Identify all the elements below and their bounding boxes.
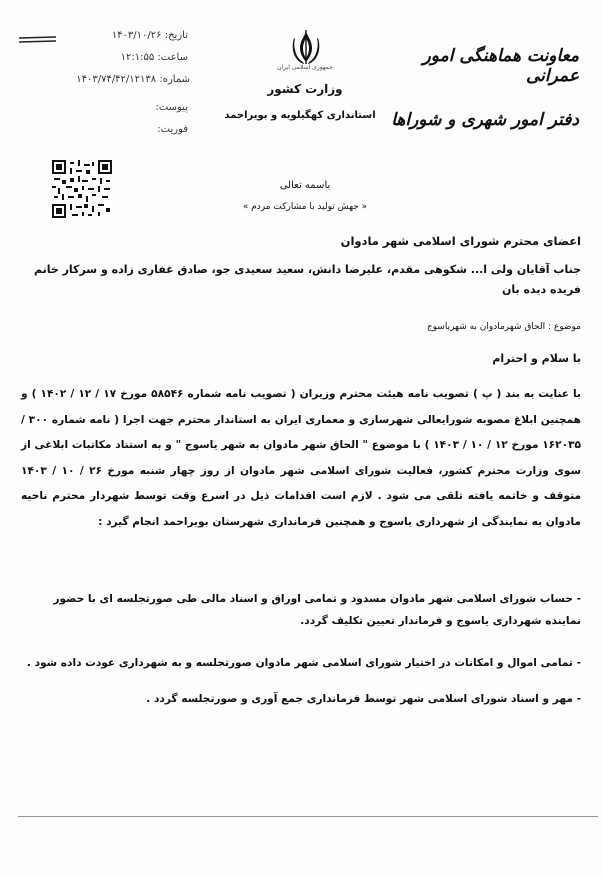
iran-emblem-icon [286,28,326,68]
recipient-names: جناب آقایان ولی ا... شکوهی مقدم، علیرضا دانش، سعید سعیدی جو، صادق غفاری زاده و سرکار خانم فریده دیده بان [33,263,581,296]
main-paragraph: با عنایت به بند ( پ ) تصویب نامه هیئت محترم وزیران ( تصویب نامه شماره ۵۸۵۴۶ مورخ ۱۷ / ۱۲ / ۱۴۰۲ ) و همچنین ابلاغ مصوبه شورایعالی شهرسازی و معماری ایران به استاندار محترم جهت اجرا ( نامه شماره ۳۰۰ / ۱۶۲۰۳۵ مورخ ۱۲ / ۱۰ / ۱۴۰۳ ) با موضوع " الحاق شهر مادوان به شهر یاسوج " و به استناد مکاتبات ابلاغی از سوی وزارت محترم کشور، فعالیت شورای اسلامی شهر مادوان از روز چهار شنبه مورخ ۲۶ / ۱۰ / ۱۴۰۳ متوقف و خاتمه یافته تلقی می شود . لازم است اقدامات ذیل در اسرع وقت توسط شهردار محترم ناحیه مادوان به نمایندگی از شهرداری یاسوج و همچنین فرمانداری شهرستان بویراحمد انجام گیرد : [21,388,582,528]
number-value: ۱۴۰۳/۷۴/۴۲/۱۲۱۳۸ [76,74,157,85]
date-row [88,30,188,41]
slogan: « جهش تولید با مشارکت مردم » [242,202,368,212]
footer-divider [18,816,598,817]
date-value: ۱۴۰۳/۱۰/۲۶ [111,30,162,41]
attachment-label: پیوست: [155,102,188,113]
department-heading-1: معاونت هماهنگی امور عمرانی [422,46,579,86]
urgency-row [88,124,188,135]
ministry-title: وزارت کشور [267,82,343,96]
recipient-line: اعضای محترم شورای اسلامی شهر مادوان [340,234,581,248]
time-row [88,52,188,63]
greeting: با سلام و احترام [492,352,581,365]
governorate-title: استانداری کهگیلویه و بویراحمد [224,110,376,121]
invocation: باسمه تعالی [279,180,331,191]
time-value: ۱۲:۱:۵۵ [120,52,155,63]
subject-line: موضوع : الحاق شهرمادوان به شهریاسوج [426,322,581,332]
number-row [50,74,190,85]
emblem-caption: جمهوری اسلامی ایران [277,64,333,71]
pen-stroke-mark [18,36,58,44]
number-label: شماره: [159,74,190,85]
action-item-2: - تمامی اموال و امکانات در اختیار شورای اسلامی شهر مادوان صورتجلسه و به شهرداری عودت داده شود . [26,657,581,669]
attachment-row [88,102,188,113]
action-item-1: - حساب شورای اسلامی شهر مادوان مسدود و تمامی اوراق و اسناد مالی طی صورتجلسه ای با حضور نماینده شهرداری یاسوج و فرماندار تعیین تکلیف گردد. [53,593,581,627]
action-item-3: - مهر و اسناد شورای اسلامی شهر توسط فرمانداری جمع آوری و صورتجلسه گردد . [146,693,581,705]
time-label: ساعت: [157,52,188,63]
department-heading-2: دفتر امور شهری و شوراها [391,110,579,130]
qr-code-icon [52,160,112,218]
date-label: تاریخ: [164,30,188,41]
urgency-label: فوریت: [157,124,188,135]
